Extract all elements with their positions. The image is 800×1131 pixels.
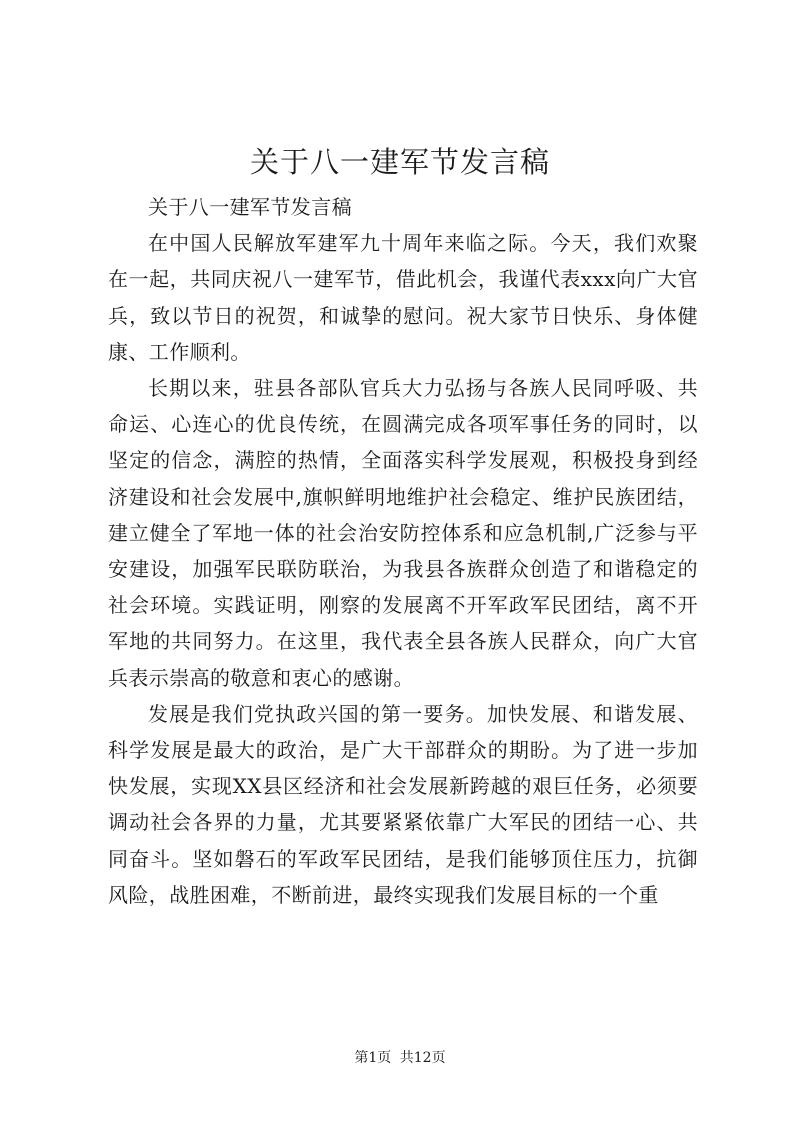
document-body xyxy=(108,189,698,913)
page-total: 共12页 xyxy=(399,1050,446,1066)
page-number: 第1页 xyxy=(354,1050,392,1066)
subtitle-paragraph: 关于八一建军节发言稿 xyxy=(148,195,352,219)
body-paragraph: 发展是我们党执政兴国的第一要务。加快发展、和谐发展、科学发展是最大的政治，是广大干部群众的期盼。为了进一步加快发展，实现XX县区经济和社会发展新跨越的艰巨任务，必须要调动社会各界的力量，尤其要紧紧依靠广大军民的团结一心、共同奋斗。坚如磐石的军政军民团结，是我们能够顶住压力，抗御风险，战胜困难，不断前进，最终实现我们发展目标的一个重 xyxy=(108,701,698,907)
document-title: 关于八一建军节发言稿 xyxy=(249,145,550,179)
body-paragraph: 长期以来，驻县各部队官兵大力弘扬与各族人民同呼吸、共命运、心连心的优良传统，在圆满完成各项军事任务的同时，以坚定的信念，满腔的热情，全面落实科学发展观，积极投身到经济建设和社会发展中,旗帜鲜明地维护社会稳定、维护民族团结，建立健全了军地一体的社会治安防控体系和应急机制,广泛参与平安建设，加强军民联防联治，为我县各族群众创造了和谐稳定的社会环境。实践证明，刚察的发展离不开军政军民团结，离不开军地的共同努力。在这里，我代表全县各族人民群众，向广大官兵表示崇高的敬意和衷心的感谢。 xyxy=(108,376,698,690)
page-footer xyxy=(0,1048,800,1068)
body-paragraph: 在中国人民解放军建军九十周年来临之际。今天，我们欢聚在一起，共同庆祝八一建军节，借此机会，我谨代表xxx向广大官兵，致以节日的祝贺，和诚挚的慰问。祝大家节日快乐、身体健康、工作顺利。 xyxy=(108,231,698,364)
